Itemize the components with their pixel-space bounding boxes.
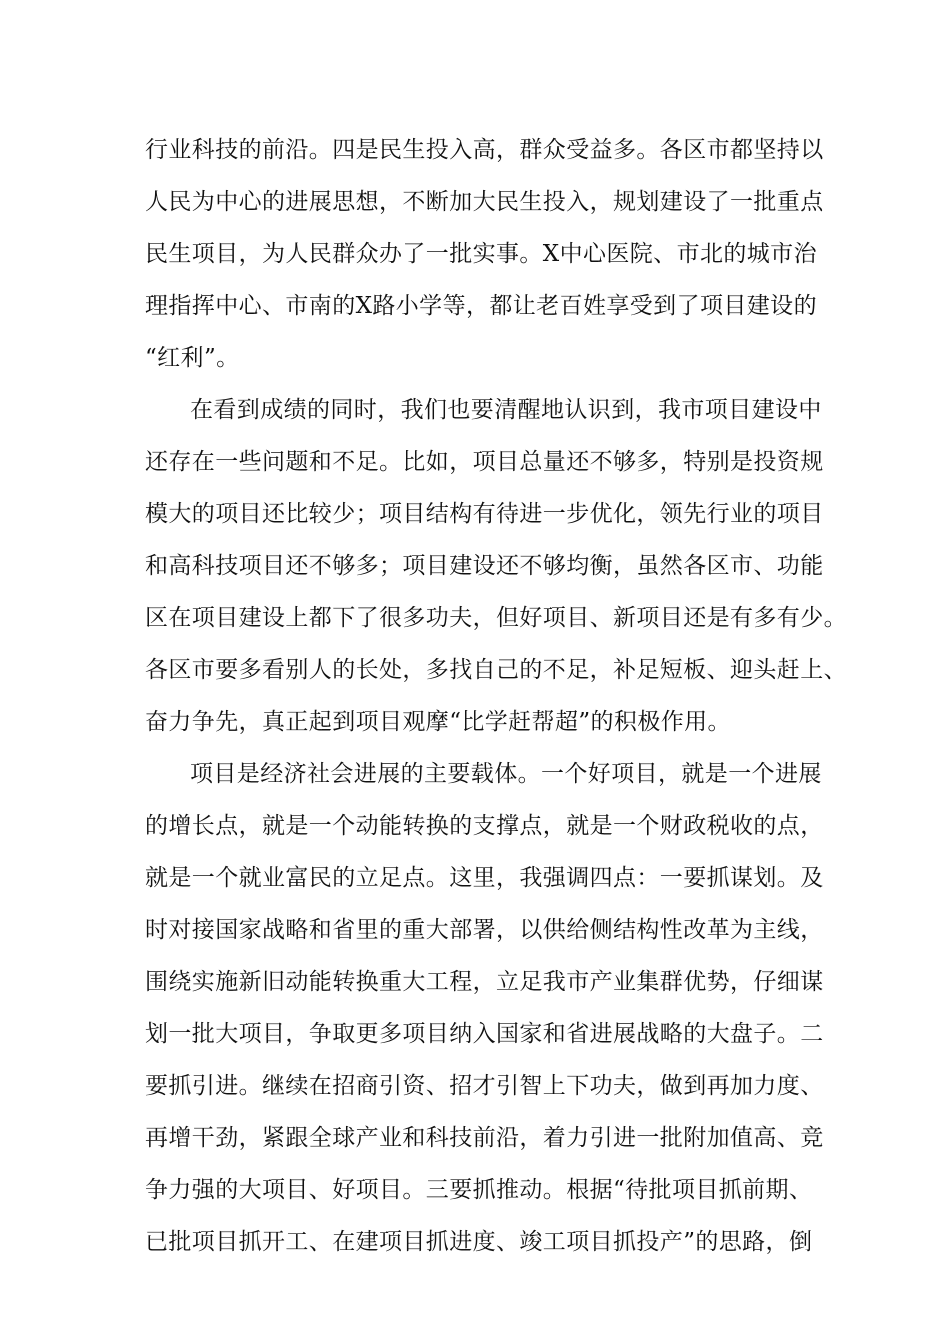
text-line: 划一批大项目，争取更多项目纳入国家和省进展战略的大盘子。二 <box>145 1021 824 1047</box>
text-line: 再增干劲，紧跟全球产业和科技前沿，着力引进一批附加值高、竞 <box>145 1125 824 1151</box>
text-line: 时对接国家战略和省里的重大部署，以供给侧结构性改革为主线， <box>145 917 824 943</box>
text-line: 各区市要多看别人的长处，多找自己的不足，补足短板、迎头赶上、 <box>145 657 847 683</box>
text-line: 要抓引进。继续在招商引资、招才引智上下功夫，做到再加力度、 <box>145 1073 824 1099</box>
text-line: 模大的项目还比较少；项目结构有待进一步优化，领先行业的项目 <box>145 501 824 527</box>
text-line: “红利”。 <box>145 345 240 371</box>
text-line: 区在项目建设上都下了很多功夫，但好项目、新项目还是有多有少。 <box>145 605 847 631</box>
text-line: 民生项目，为人民群众办了一批实事。X中心医院、市北的城市治 <box>145 241 817 267</box>
text-line: 行业科技的前沿。四是民生投入高，群众受益多。各区市都坚持以 <box>145 137 824 163</box>
text-line: 就是一个就业富民的立足点。这里，我强调四点：一要抓谋划。及 <box>145 865 824 891</box>
text-line: 还存在一些问题和不足。比如，项目总量还不够多，特别是投资规 <box>145 449 824 475</box>
text-line: 已批项目抓开工、在建项目抓进度、竣工项目抓投产”的思路，倒 <box>145 1229 813 1255</box>
paragraph-first-line: 在看到成绩的同时，我们也要清醒地认识到，我市项目建设中 <box>190 397 822 423</box>
text-line: 理指挥中心、市南的X路小学等，都让老百姓享受到了项目建设的 <box>145 293 817 319</box>
text-line: 和高科技项目还不够多；项目建设还不够均衡，虽然各区市、功能 <box>145 553 824 579</box>
text-line: 人民为中心的进展思想，不断加大民生投入，规划建设了一批重点 <box>145 189 824 215</box>
text-line: 围绕实施新旧动能转换重大工程，立足我市产业集群优势，仔细谋 <box>145 969 824 995</box>
text-line: 争力强的大项目、好项目。三要抓推动。根据“待批项目抓前期、 <box>145 1177 813 1203</box>
text-line: 奋力争先，真正起到项目观摩“比学赶帮超”的积极作用。 <box>145 709 731 735</box>
paragraph-first-line: 项目是经济社会进展的主要载体。一个好项目，就是一个进展 <box>190 761 822 787</box>
text-line: 的增长点，就是一个动能转换的支撑点，就是一个财政税收的点， <box>145 813 824 839</box>
